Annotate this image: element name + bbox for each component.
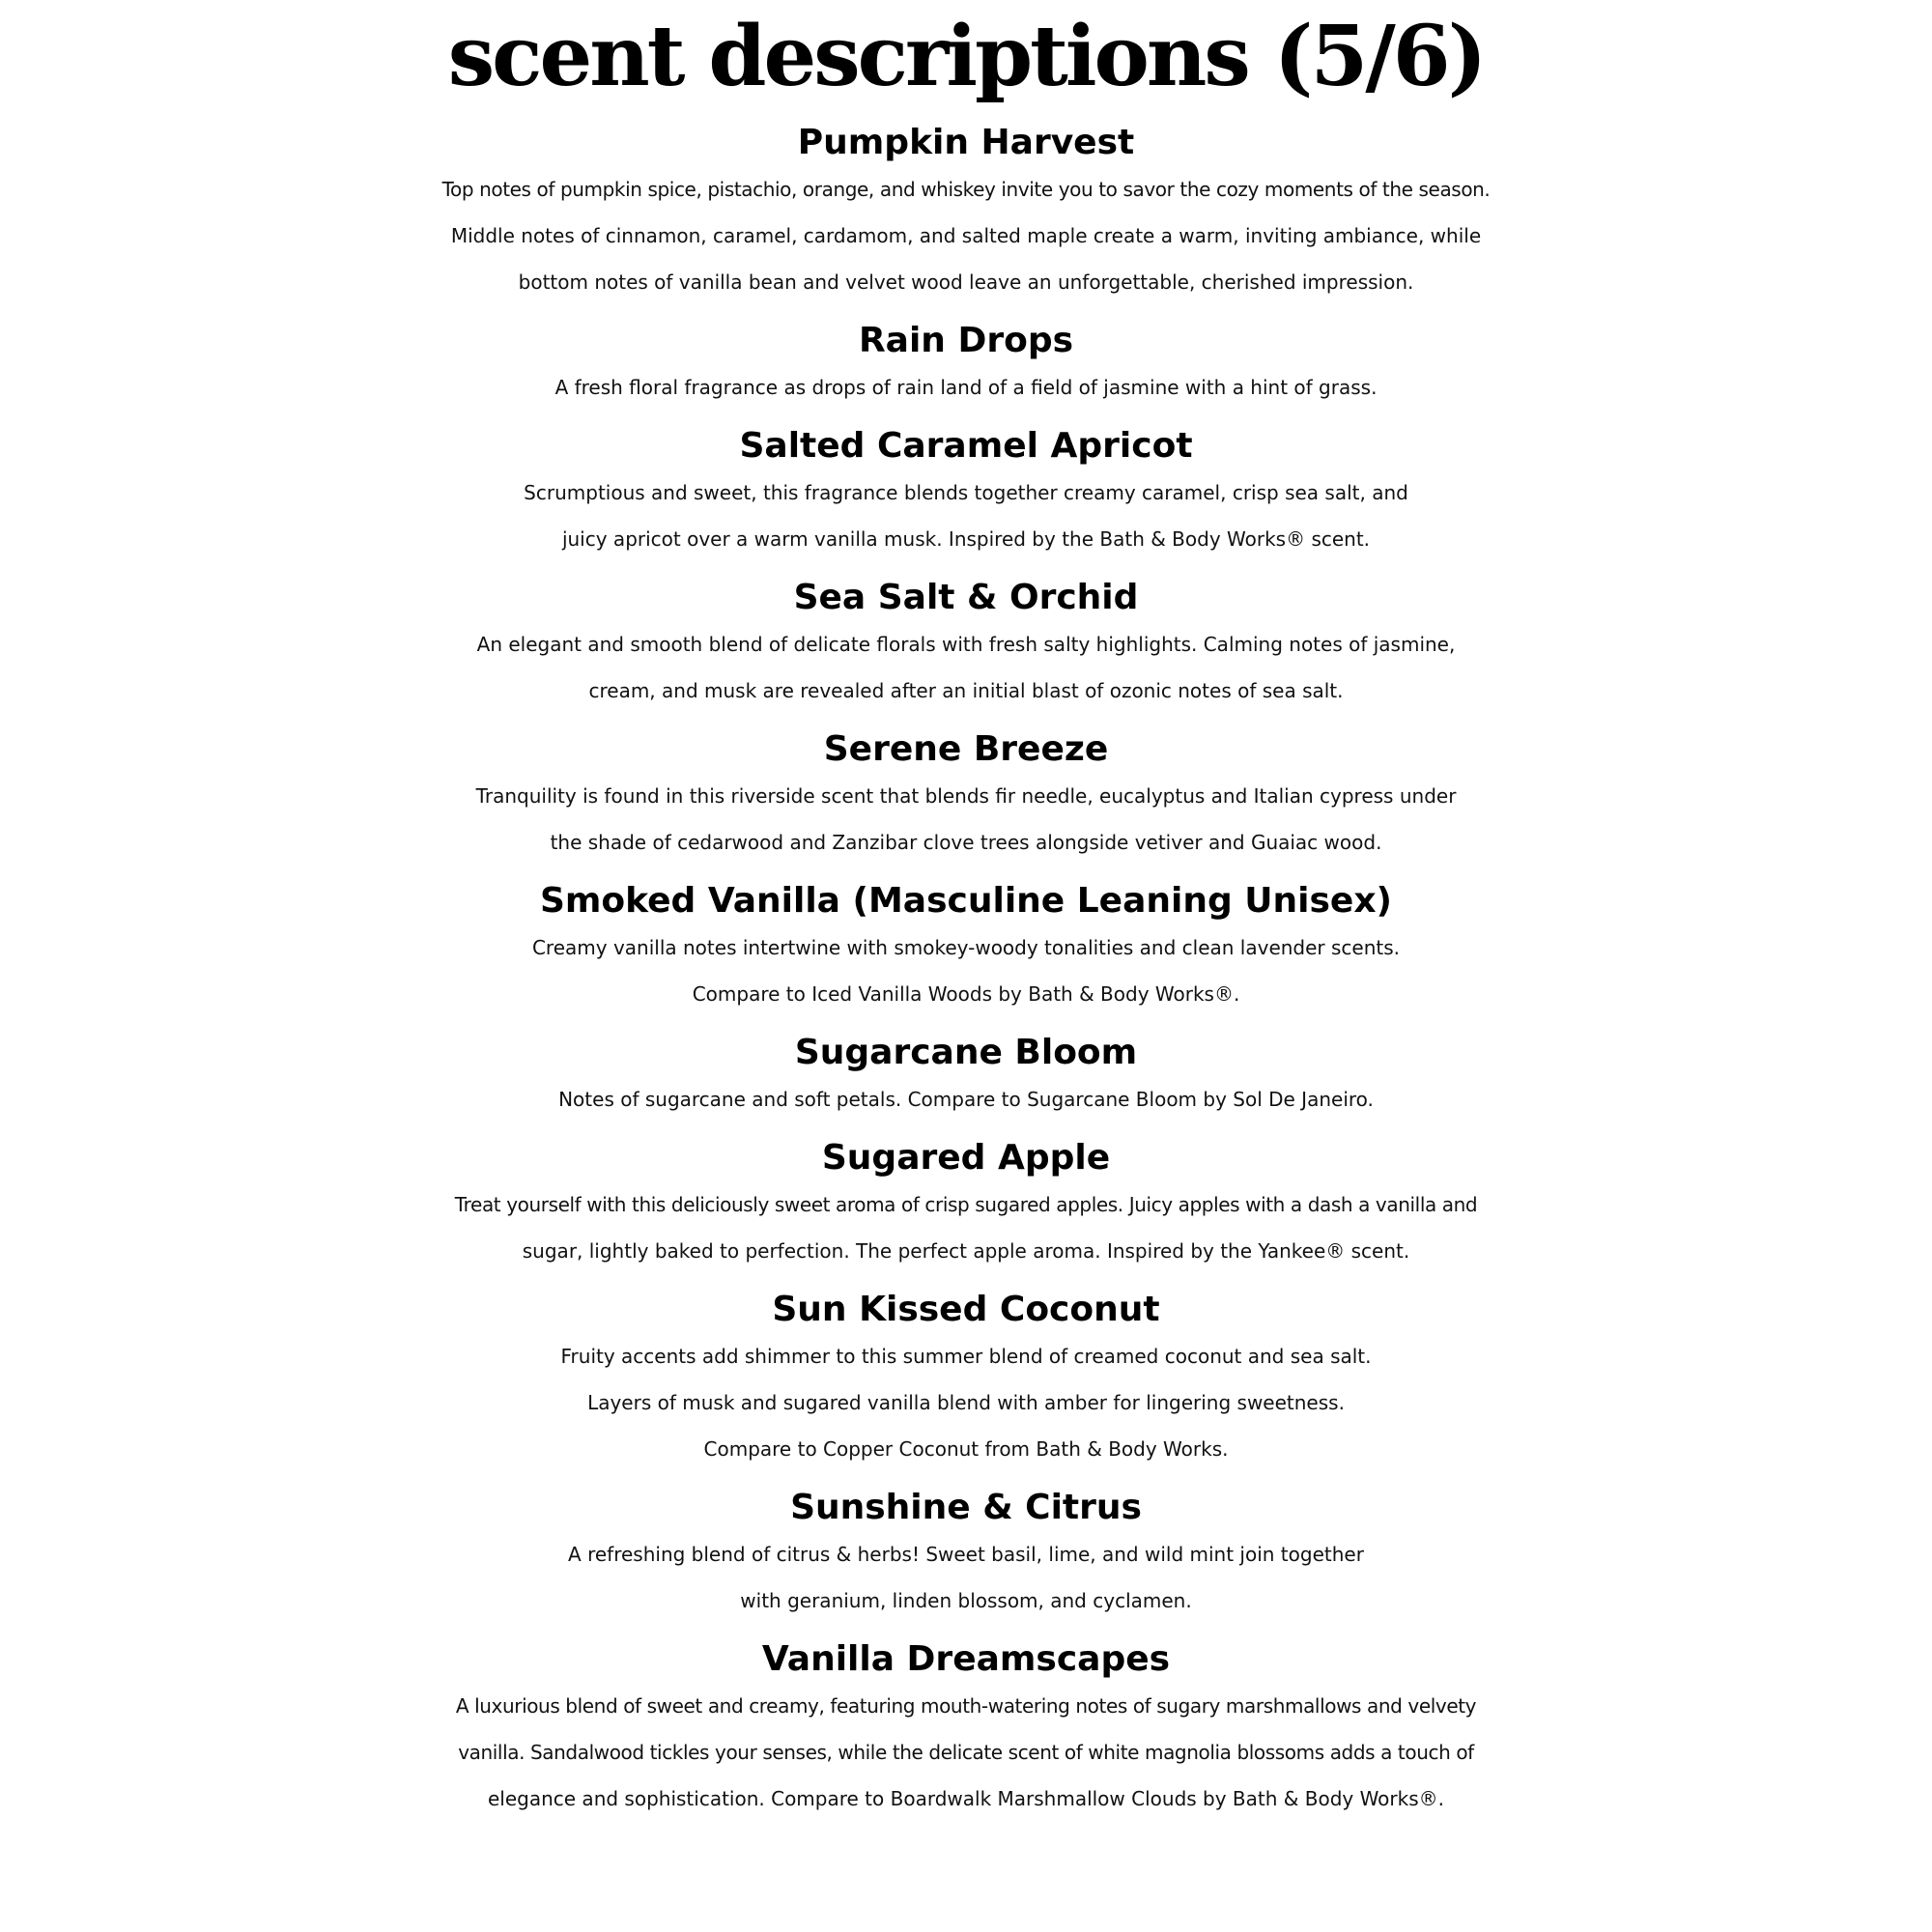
scent-description-line: elegance and sophistication. Compare to Boardwalk Marshmallow Clouds by Bath & Body Works®. <box>487 1787 1445 1810</box>
scent-name: Sugared Apple <box>821 1138 1111 1178</box>
scent-name: Vanilla Dreamscapes <box>761 1639 1171 1679</box>
scent-name: Rain Drops <box>858 321 1074 360</box>
scent-name: Pumpkin Harvest <box>797 123 1135 162</box>
scent-description-line: An elegant and smooth blend of delicate florals with fresh salty highlights. Calming notes of jasmine, <box>476 633 1456 656</box>
scent-entry-sea-salt-orchid <box>0 575 1932 714</box>
scent-description-line: Compare to Copper Coconut from Bath & Body Works. <box>703 1437 1229 1461</box>
scent-entry-vanilla-dreamscapes <box>0 1636 1932 1822</box>
scent-description-line: the shade of cedarwood and Zanzibar clove trees alongside vetiver and Guaiac wood. <box>550 831 1382 854</box>
scent-description-line: Treat yourself with this deliciously sweet aroma of crisp sugared apples. Juicy apples with a dash a vanilla and <box>454 1193 1478 1216</box>
scent-description-line: Top notes of pumpkin spice, pistachio, orange, and whiskey invite you to savor the cozy moments of the season. <box>441 178 1491 201</box>
scent-entry-sugared-apple <box>0 1135 1932 1274</box>
scent-name: Salted Caramel Apricot <box>739 426 1193 466</box>
scent-description-line: Scrumptious and sweet, this fragrance blends together creamy caramel, crisp sea salt, and <box>524 481 1408 504</box>
scent-entry-sugarcane-bloom <box>0 1030 1932 1122</box>
scent-entry-smoked-vanilla <box>0 878 1932 1017</box>
scent-description-line: A luxurious blend of sweet and creamy, featuring mouth-watering notes of sugary marshmallows and velvety <box>455 1694 1477 1718</box>
page-title: scent descriptions (5/6) <box>447 8 1485 105</box>
scent-name: Serene Breeze <box>823 729 1109 769</box>
scent-description-line: Fruity accents add shimmer to this summer blend of creamed coconut and sea salt. <box>560 1345 1372 1368</box>
scent-description-line: with geranium, linden blossom, and cyclamen. <box>740 1589 1192 1612</box>
scent-name: Sugarcane Bloom <box>794 1033 1138 1072</box>
scent-description-line: Middle notes of cinnamon, caramel, cardamom, and salted maple create a warm, inviting ambiance, while <box>450 224 1482 247</box>
scent-entry-salted-caramel-apricot <box>0 423 1932 562</box>
scent-description-line: vanilla. Sandalwood tickles your senses, while the delicate scent of white magnolia blossoms adds a touch of <box>458 1741 1474 1764</box>
scent-entry-sunshine-citrus <box>0 1485 1932 1624</box>
scent-description-line: A refreshing blend of citrus & herbs! Sweet basil, lime, and wild mint join together <box>568 1543 1364 1566</box>
scent-description-line: juicy apricot over a warm vanilla musk. Inspired by the Bath & Body Works® scent. <box>561 527 1371 551</box>
scent-entry-rain-drops <box>0 318 1932 411</box>
scent-description-line: Tranquility is found in this riverside scent that blends fir needle, eucalyptus and Italian cypress under <box>475 784 1457 808</box>
scent-description-line: Creamy vanilla notes intertwine with smokey-woody tonalities and clean lavender scents. <box>531 936 1401 959</box>
scent-list <box>0 120 1932 1822</box>
scent-description-line: bottom notes of vanilla bean and velvet wood leave an unforgettable, cherished impression. <box>518 270 1414 294</box>
scent-description-line: Compare to Iced Vanilla Woods by Bath & Body Works®. <box>692 982 1240 1006</box>
scent-name: Sunshine & Citrus <box>790 1488 1142 1527</box>
scent-description-line: Layers of musk and sugared vanilla blend with amber for lingering sweetness. <box>587 1391 1345 1414</box>
scent-name: Smoked Vanilla (Masculine Leaning Unisex) <box>539 881 1393 921</box>
scent-entry-serene-breeze <box>0 726 1932 866</box>
scent-entry-sun-kissed-coconut <box>0 1287 1932 1472</box>
scent-description-line: Notes of sugarcane and soft petals. Compare to Sugarcane Bloom by Sol De Janeiro. <box>558 1088 1374 1111</box>
scent-description-line: sugar, lightly baked to perfection. The perfect apple aroma. Inspired by the Yankee® scent. <box>522 1239 1410 1263</box>
scent-entry-pumpkin-harvest <box>0 120 1932 305</box>
scent-name: Sea Salt & Orchid <box>793 578 1139 617</box>
scent-description-line: cream, and musk are revealed after an initial blast of ozonic notes of sea salt. <box>588 679 1344 702</box>
scent-description-line: A fresh floral fragrance as drops of rain land of a field of jasmine with a hint of grass. <box>554 376 1378 399</box>
scent-name: Sun Kissed Coconut <box>772 1290 1160 1329</box>
